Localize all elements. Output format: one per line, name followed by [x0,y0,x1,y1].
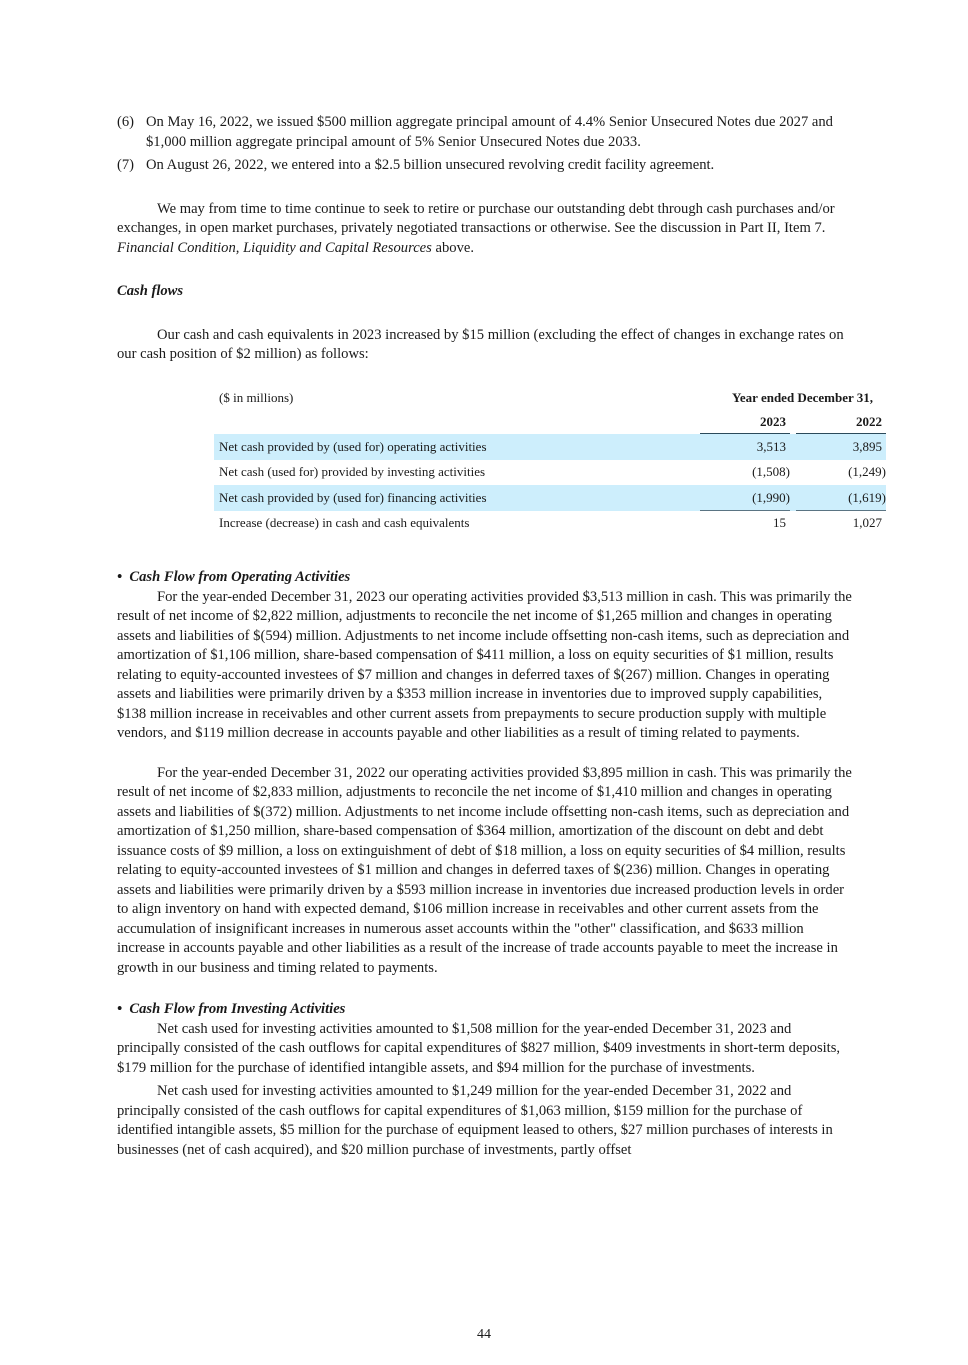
row-label: Increase (decrease) in cash and cash equivalents [219,515,470,531]
footnote-text: On August 26, 2022, we entered into a $2.5 billion unsecured revolving credit facility agreement. [146,157,715,173]
investing-2022-paragraph: Net cash used for investing activities amounted to $1,249 million for the year-ended December 31, 2022 and principally consisted of the cash outflows for capital expenditures of $1,063 million, $159 million for the purchase of identified intangible assets, $5 million for the purchase of equipment leased to others, $27 million purchases of interests in businesses (net of cash acquired), and $20 million purchase of investments, partly offset [117,1083,833,1158]
page-number: 44 [477,1327,491,1342]
row-label: Net cash provided by (used for) financing activities [219,489,487,505]
section-heading-cash-flows: Cash flows [117,283,184,299]
value-2023: (1,508) [752,464,790,480]
bullet-icon: • [117,569,123,585]
operating-2023-paragraph: For the year-ended December 31, 2023 our operating activities provided $3,513 million in cash. This was primarily the result of net income of $2,822 million, adjustments to reconcile the net income of $1,265 million and changes in operating assets and liabilities of $(594) million. Adjustments to net income include offsetting non-cash items, such as depreciation and amortization of $1,106 million, share-based compensation of $411 million, a loss on equity securities of $1 million, results relating to equity-accounted investees of $7 million and changes in deferred taxes of $(267) million. Changes in operating assets and liabilities were primarily driven by a $353 million increase in inventories due to improved supply capabilities, $138 million increase in receivables and other current assets from prepayments to secure production supply with multiple vendors, and $119 million decrease in accounts payable and other liabilities as a result of timing related to payments. [117,588,852,741]
document-page [117,113,852,365]
debt-retirement-paragraph: We may from time to time continue to seek to retire or purchase our outstanding debt through cash purchases and/or exchanges, in open market purchases, privately negotiated transactions or otherwise. See the discussion in Part II, Item 7. Financial Condition, Liquidity and Capital Resources above. [117,200,835,256]
operating-2022-paragraph: For the year-ended December 31, 2022 our operating activities provided $3,895 million in cash. This was primarily the result of net income of $2,833 million, adjustments to reconcile the net income of $1,410 million and changes in operating assets and liabilities of $(372) million. Adjustments to net income include offsetting non-cash items, such as depreciation and amortization of $1,250 million, share-based compensation of $364 million, amortization of the discount on debt and debt issuance costs of $9 million, a loss on extinguishment of debt of $18 million, a loss on equity securities of $4 million, results relating to equity-accounted investees of $1 million and changes in deferred taxes of $(236) million. Changes in operating assets and liabilities were primarily driven by a $593 million increase in inventories due increased production levels in order to align inventory on hand with expected demand, $106 million increase in receivables and other current assets from the accumulation of insignificant increases in numerous asset accounts within the "other" classification, and $633 million increase in accounts payable and other liabilities as a result of the increase of trade accounts payable to meet the increase in growth in our business and timing related to payments. [117,764,852,976]
cash-intro-paragraph: Our cash and cash equivalents in 2023 increased by $15 million (excluding the effect of changes in exchange rates on our cash position of $2 million) as follows: [117,326,844,362]
value-2022: (1,249) [848,464,886,480]
table-row-net-change [214,511,886,537]
table-row-financing [214,485,886,511]
period-header: Year ended December 31, [731,389,873,405]
bullet-icon: • [117,1001,123,1017]
footnote-6 [117,113,852,152]
unit-label: ($ in millions) [219,389,294,405]
section-heading-investing: • Cash Flow from Investing Activities [117,1001,346,1017]
year-2023-header: 2023 [700,410,790,434]
year-2022-header: 2022 [796,410,886,434]
footnote-text: On May 16, 2022, we issued $500 million aggregate principal amount of 4.4% Senior Unsecured Notes due 2027 and $1,000 million aggregate principal amount of 5% Senior Unsecured Notes due 2033. [146,114,833,150]
section-heading-operating: • Cash Flow from Operating Activities [117,569,351,585]
cross-reference: Financial Condition, Liquidity and Capital Resources [117,239,432,256]
value-2022: (1,619) [796,485,886,511]
document-page-lower [117,568,852,1160]
value-2023: (1,990) [700,485,790,511]
table-header-row [214,385,886,410]
value-2023: 15 [773,515,786,531]
footnote-7 [117,156,852,176]
footnote-number: (7) [117,157,135,173]
investing-2023-paragraph: Net cash used for investing activities amounted to $1,508 million for the year-ended December 31, 2023 and principally consisted of the cash outflows for capital expenditures of $827 million, $409 investments in short-term deposits, $179 million for the purchase of identified intangible assets, and $94 million for the purchase of investments. [117,1020,841,1076]
row-label: Net cash (used for) provided by investing activities [219,464,486,480]
table-row-investing [214,460,886,486]
footnote-number: (6) [117,114,135,130]
value-2023: 3,513 [756,438,786,454]
table-row-operating [214,434,886,460]
value-2022: 3,895 [852,438,882,454]
value-2022: 1,027 [852,515,882,531]
row-label: Net cash provided by (used for) operating activities [219,438,487,454]
table-year-row [214,410,886,434]
cash-flow-table [214,385,886,536]
